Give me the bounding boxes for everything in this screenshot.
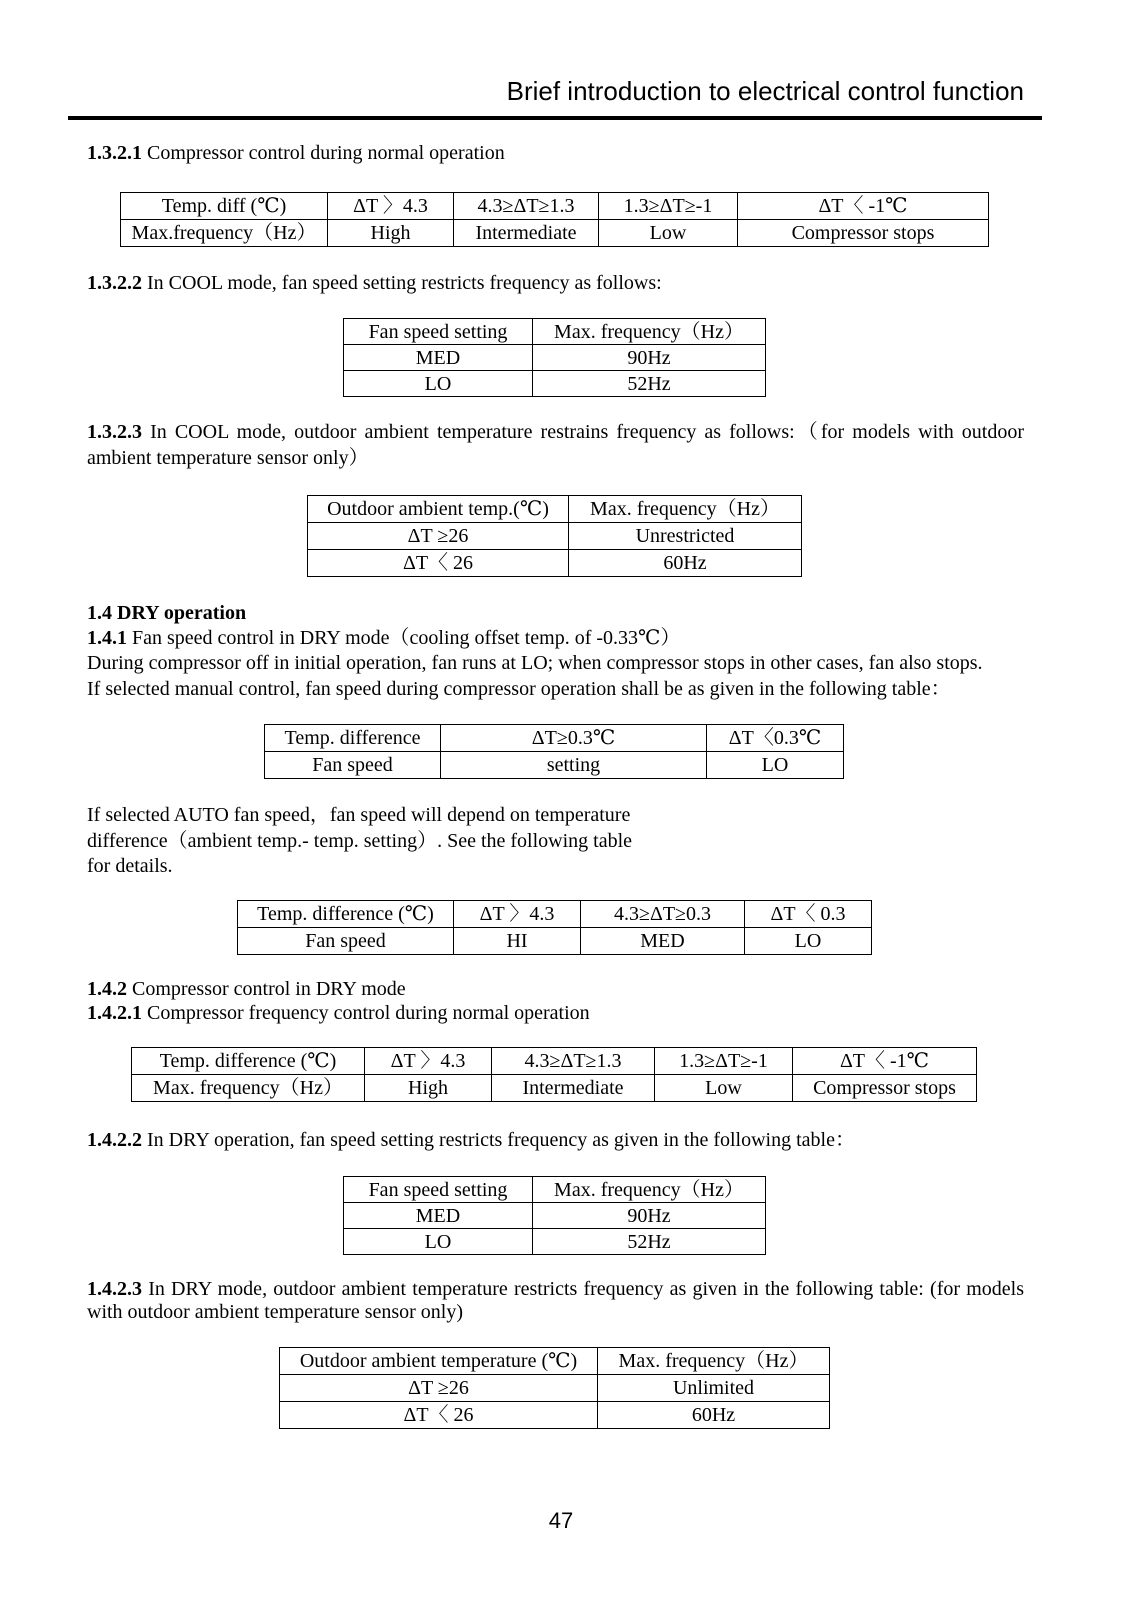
page-number: 47 bbox=[548, 1508, 574, 1533]
section-heading: 1.4 DRY operation bbox=[87, 602, 247, 624]
table-cell: Intermediate bbox=[492, 1075, 655, 1102]
table-cell: ΔT ≥26 bbox=[280, 1375, 598, 1402]
table-cell: Temp. difference (℃) bbox=[132, 1048, 365, 1075]
table-cell: MED bbox=[344, 1203, 533, 1229]
table-cell: Intermediate bbox=[454, 220, 599, 247]
table-row bbox=[132, 1048, 977, 1075]
table-cell: Max. frequency（Hz） bbox=[569, 496, 802, 523]
section-1-4-1-heading bbox=[87, 625, 1024, 651]
section-number: 1.3.2.2 bbox=[87, 272, 142, 294]
table-row bbox=[344, 345, 766, 371]
section-1-4-2-heading bbox=[87, 976, 1024, 1002]
section-text: In DRY operation, fan speed setting restricts frequency as given in the following table： bbox=[147, 1129, 855, 1151]
table-cell: ΔT〈 -1℃ bbox=[793, 1048, 977, 1075]
table-row bbox=[265, 725, 844, 752]
section-1-4-2-1-heading bbox=[87, 1000, 1024, 1026]
section-text: In COOL mode, fan speed setting restricts frequency as follows: bbox=[147, 272, 662, 294]
table-cell: Low bbox=[655, 1075, 793, 1102]
table-cell: Max. frequency（Hz） bbox=[533, 1177, 766, 1203]
section-1-4-2-3-continuation bbox=[87, 1301, 1024, 1324]
table-row bbox=[121, 220, 989, 247]
section-1-3-2-2-heading bbox=[87, 270, 1024, 296]
cool-compressor-frequency-table bbox=[120, 192, 989, 247]
table-cell: ΔT≥0.3℃ bbox=[441, 725, 707, 752]
table-cell: ΔT〈 26 bbox=[308, 550, 569, 577]
section-1-4-2-3-heading bbox=[87, 1278, 1024, 1301]
table-cell: 4.3≥ΔT≥1.3 bbox=[492, 1048, 655, 1075]
table-row bbox=[344, 1229, 766, 1255]
section-1-4-2-2-heading bbox=[87, 1127, 1024, 1153]
table-row bbox=[280, 1402, 830, 1429]
paragraph-auto-line: difference（ambient temp.- temp. setting）. See the following table bbox=[87, 830, 633, 852]
table-row bbox=[132, 1075, 977, 1102]
table-cell: ΔT 〉4.3 bbox=[328, 193, 454, 220]
table-cell: HI bbox=[454, 928, 581, 955]
section-number: 1.4.2 bbox=[87, 978, 127, 1000]
table-cell: High bbox=[328, 220, 454, 247]
section-text: ambient temperature sensor only） bbox=[87, 447, 369, 469]
section-text: Fan speed control in DRY mode（cooling offset temp. of -0.33℃） bbox=[132, 627, 681, 649]
table-cell: Outdoor ambient temp.(℃) bbox=[308, 496, 569, 523]
section-number: 1.3.2.1 bbox=[87, 142, 142, 164]
section-text: Compressor control in DRY mode bbox=[132, 978, 406, 1000]
table-cell: Max.frequency（Hz） bbox=[121, 220, 328, 247]
table-cell: LO bbox=[344, 1229, 533, 1255]
table-cell: Fan speed setting bbox=[344, 319, 533, 345]
section-number: 1.3.2.3 bbox=[87, 421, 142, 443]
table-row bbox=[238, 901, 872, 928]
table-cell: Fan speed bbox=[238, 928, 454, 955]
table-cell: ΔT〈0.3℃ bbox=[707, 725, 844, 752]
section-text: Compressor control during normal operation bbox=[147, 142, 505, 164]
section-text: In COOL mode, outdoor ambient temperature restrains frequency as follows:（for models with outdoor bbox=[150, 421, 1024, 443]
table-cell: 1.3≥ΔT≥-1 bbox=[655, 1048, 793, 1075]
section-number: 1.4.2.3 bbox=[87, 1278, 142, 1300]
table-cell: 60Hz bbox=[598, 1402, 830, 1429]
table-row bbox=[308, 523, 802, 550]
section-1-3-2-3-heading bbox=[87, 419, 1024, 445]
cool-fan-speed-frequency-table bbox=[343, 318, 766, 397]
section-number: 1.4.1 bbox=[87, 627, 127, 649]
table-cell: 52Hz bbox=[533, 371, 766, 397]
table-cell: Temp. difference bbox=[265, 725, 441, 752]
table-cell: ΔT 〉4.3 bbox=[365, 1048, 492, 1075]
section-text: with outdoor ambient temperature sensor only) bbox=[87, 1301, 464, 1323]
table-row bbox=[238, 928, 872, 955]
table-cell: 4.3≥ΔT≥1.3 bbox=[454, 193, 599, 220]
table-cell: ΔT〈 0.3 bbox=[745, 901, 872, 928]
table-cell: LO bbox=[707, 752, 844, 779]
table-cell: Unlimited bbox=[598, 1375, 830, 1402]
table-cell: High bbox=[365, 1075, 492, 1102]
table-cell: Fan speed bbox=[265, 752, 441, 779]
dry-compressor-frequency-table bbox=[131, 1047, 977, 1102]
section-1-3-2-3-continuation bbox=[87, 445, 1024, 471]
table-cell: Compressor stops bbox=[793, 1075, 977, 1102]
table-row bbox=[265, 752, 844, 779]
table-cell: Fan speed setting bbox=[344, 1177, 533, 1203]
table-cell: Max. frequency（Hz） bbox=[132, 1075, 365, 1102]
section-1-4-heading bbox=[87, 600, 1024, 626]
section-text: Compressor frequency control during normal operation bbox=[147, 1002, 590, 1024]
paragraph-auto-line: If selected AUTO fan speed，fan speed will depend on temperature bbox=[87, 804, 631, 826]
table-cell: MED bbox=[344, 345, 533, 371]
cool-outdoor-temp-frequency-table bbox=[307, 495, 802, 577]
table-cell: 90Hz bbox=[533, 1203, 766, 1229]
table-cell: Compressor stops bbox=[738, 220, 989, 247]
table-cell: Max. frequency（Hz） bbox=[598, 1348, 830, 1375]
table-cell: ΔT 〉4.3 bbox=[454, 901, 581, 928]
table-row bbox=[308, 550, 802, 577]
table-cell: Outdoor ambient temperature (℃) bbox=[280, 1348, 598, 1375]
table-cell: 60Hz bbox=[569, 550, 802, 577]
table-cell: Low bbox=[599, 220, 738, 247]
paragraph-compressor-off: During compressor off in initial operation, fan runs at LO; when compressor stops in other cases, fan also stops. bbox=[87, 652, 983, 674]
table-cell: MED bbox=[581, 928, 745, 955]
table-row bbox=[344, 1177, 766, 1203]
table-cell: 1.3≥ΔT≥-1 bbox=[599, 193, 738, 220]
section-number: 1.4.2.1 bbox=[87, 1002, 142, 1024]
table-row bbox=[344, 1203, 766, 1229]
table-cell: 4.3≥ΔT≥0.3 bbox=[581, 901, 745, 928]
table-cell: Unrestricted bbox=[569, 523, 802, 550]
table-cell: LO bbox=[344, 371, 533, 397]
table-cell: Temp. difference (℃) bbox=[238, 901, 454, 928]
table-row bbox=[344, 371, 766, 397]
table-row bbox=[280, 1375, 830, 1402]
paragraph-manual-control: If selected manual control, fan speed during compressor operation shall be as given in the following table： bbox=[87, 678, 951, 700]
header-rule bbox=[68, 116, 1042, 120]
table-cell: setting bbox=[441, 752, 707, 779]
table-cell: Max. frequency（Hz） bbox=[533, 319, 766, 345]
table-row bbox=[344, 319, 766, 345]
section-text: In DRY mode, outdoor ambient temperature restricts frequency as given in the following table: (for models bbox=[148, 1278, 1024, 1300]
page-header-title: Brief introduction to electrical control function bbox=[506, 76, 1024, 106]
table-cell: ΔT〈 -1℃ bbox=[738, 193, 989, 220]
table-cell: LO bbox=[745, 928, 872, 955]
section-1-3-2-1-heading bbox=[87, 140, 1024, 166]
table-row bbox=[280, 1348, 830, 1375]
dry-manual-fan-speed-table bbox=[264, 724, 844, 779]
table-cell: 52Hz bbox=[533, 1229, 766, 1255]
table-row bbox=[121, 193, 989, 220]
table-cell: Temp. diff (℃) bbox=[121, 193, 328, 220]
dry-outdoor-temp-frequency-table bbox=[279, 1347, 830, 1429]
table-cell: 90Hz bbox=[533, 345, 766, 371]
table-row bbox=[308, 496, 802, 523]
dry-auto-fan-speed-table bbox=[237, 900, 872, 955]
paragraph-auto-line: for details. bbox=[87, 855, 173, 877]
dry-fan-speed-frequency-table bbox=[343, 1176, 766, 1255]
table-cell: ΔT〈 26 bbox=[280, 1402, 598, 1429]
section-number: 1.4.2.2 bbox=[87, 1129, 142, 1151]
table-cell: ΔT ≥26 bbox=[308, 523, 569, 550]
